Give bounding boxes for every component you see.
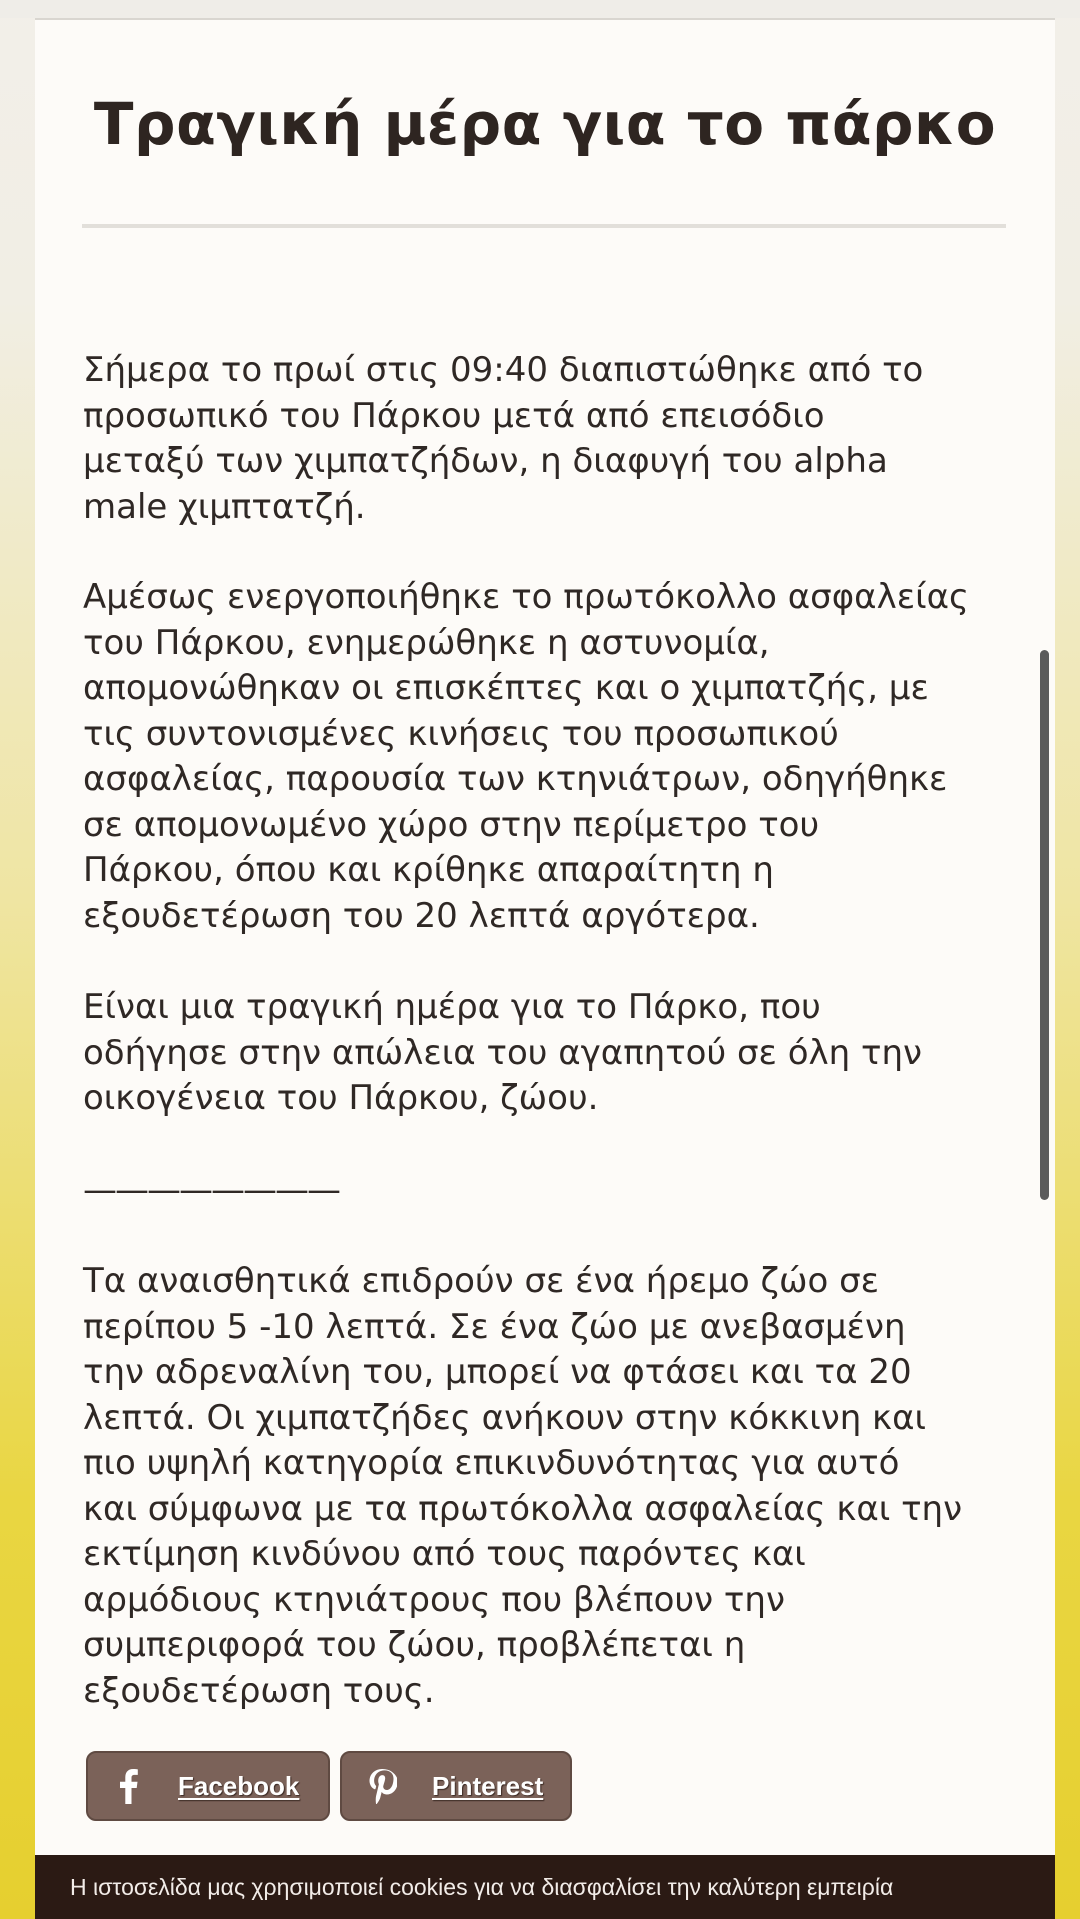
article-card — [35, 18, 1055, 1919]
cookie-notice-bar — [35, 1855, 1055, 1919]
pinterest-icon — [362, 1766, 402, 1806]
pinterest-share-button[interactable] — [340, 1751, 572, 1821]
card-top-border — [35, 18, 1055, 20]
article-paragraph-3: Είναι μια τραγική ημέρα για το Πάρκο, που οδήγησε στην απώλεια του αγαπητού σε όλη την οικογένεια του Πάρκου, ζώου. — [83, 987, 922, 1118]
scrollbar-thumb[interactable] — [1040, 650, 1049, 1200]
article-title: Τραγική μέρα για το πάρκο — [93, 90, 997, 158]
title-divider — [82, 224, 1006, 228]
pinterest-share-label: Pinterest — [432, 1770, 544, 1801]
cookie-notice-text: Η ιστοσελίδα μας χρησιμοποιεί cookies για να διασφαλίσει την καλύτερη εμπειρία — [70, 1874, 894, 1900]
facebook-icon — [108, 1766, 148, 1806]
facebook-share-button[interactable] — [86, 1751, 330, 1821]
facebook-share-label: Facebook — [178, 1770, 300, 1801]
article-paragraph-1: Σήμερα το πρωί στις 09:40 διαπιστώθηκε από το προσωπικό του Πάρκου μετά από επεισόδιο μεταξύ των χιμπατζήδων, η διαφυγή του alpha male χιμπτατζή. — [83, 350, 924, 527]
article-paragraph-4: Τα αναισθητικά επιδρούν σε ένα ήρεμο ζώο σε περίπου 5 -10 λεπτά. Σε ένα ζώο με ανεβασμένη την αδρεναλίνη του, μπορεί να φτάσει και τα 20 λεπτά. Οι χιμπατζήδες ανήκουν στην κόκκινη και πιο υψηλή κατηγορία επικινδυνότητας για αυτό και σύμφωνα με τα πρωτόκολλα ασφαλείας και την εκτίμηση κινδύνου από τους παρόντες και αρμόδιους κτηνιάτρους που βλέπουν την συμπεριφορά του ζώου, προβλέπεται η εξουδετέρωση τους. — [83, 1261, 963, 1711]
article-paragraph-2: Αμέσως ενεργοποιήθηκε το πρωτόκολλο ασφαλείας του Πάρκου, ενημερώθηκε η αστυνομία, απομονώθηκαν οι επισκέπτες και ο χιμπατζής, με τις συντονισμένες κινήσεις του προσωπικού ασφαλείας, παρουσία των κτηνιάτρων, οδηγήθηκε σε απομονωμένο χώρο στην περίμετρο του Πάρκου, όπου και κρίθηκε απαραίτητη η εξουδετέρωση του 20 λεπτά αργότερα. — [83, 577, 969, 936]
top-bar — [0, 0, 1080, 18]
article-separator: ———————— — [83, 1170, 339, 1210]
